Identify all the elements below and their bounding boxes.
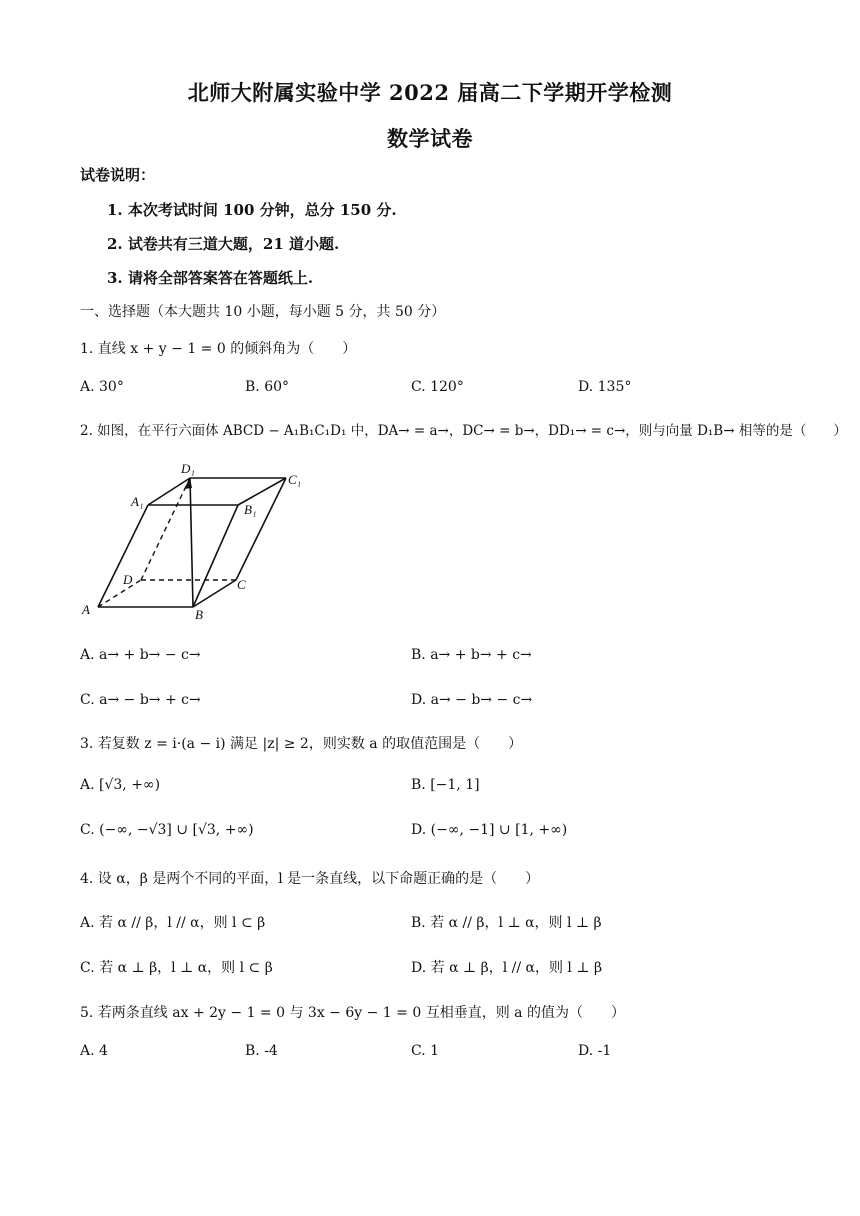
document-subtitle: 数学试卷: [387, 126, 473, 151]
question-3-option-a: A. [√3, +∞): [80, 777, 161, 793]
question-4-option-d: D. 若 α ⊥ β，l // α，则 l ⊥ β: [411, 960, 603, 976]
question-2-option-d: D. a→ − b→ − c→: [411, 692, 533, 708]
question-5-text: 5. 若两条直线 ax + 2y − 1 = 0 与 3x − 6y − 1 = 0 互相垂直，则 a 的值为（ ）: [80, 1005, 625, 1021]
question-3-option-c: C. (−∞, −√3] ∪ [√3, +∞): [80, 822, 254, 838]
question-1-option-d: D. 135°: [578, 379, 632, 395]
question-1-text: 1. 直线 x + y − 1 = 0 的倾斜角为（ ）: [80, 341, 357, 357]
label-c: C: [237, 577, 246, 592]
document-title: 北师大附属实验中学 2022 届高二下学期开学检测: [187, 80, 673, 105]
label-a1: A₁: [131, 494, 144, 509]
question-3-option-b: B. [−1, 1]: [411, 777, 480, 793]
question-4-option-c: C. 若 α ⊥ β，l ⊥ α，则 l ⊂ β: [80, 960, 273, 976]
question-5-option-a: A. 4: [80, 1043, 108, 1059]
label-d: D: [123, 572, 133, 587]
section-heading: 一、选择题（本大题共 10 小题，每小题 5 分，共 50 分）: [80, 304, 446, 320]
question-2-option-c: C. a→ − b→ + c→: [80, 692, 201, 708]
question-1-option-a: A. 30°: [80, 379, 124, 395]
question-1-option-b: B. 60°: [245, 379, 290, 395]
edge-bb1: [193, 505, 238, 607]
question-4-option-a: A. 若 α // β，l // α，则 l ⊂ β: [80, 915, 266, 931]
edge-d1b: [190, 478, 193, 607]
question-5-option-c: C. 1: [411, 1043, 440, 1059]
question-4-text: 4. 设 α，β 是两个不同的平面，l 是一条直线，以下命题正确的是（ ）: [80, 871, 540, 887]
notes-item-3: 3. 请将全部答案答在答题纸上.: [107, 269, 314, 287]
question-2-option-a: A. a→ + b→ − c→: [80, 647, 201, 663]
label-b: B: [195, 607, 203, 622]
question-2-option-b: B. a→ + b→ + c→: [411, 647, 532, 663]
edge-a1d1: [148, 478, 190, 505]
question-3-text: 3. 若复数 z = i·(a − i) 满足 |z| ≥ 2，则实数 a 的取值范围是（ ）: [80, 736, 523, 752]
parallelepiped-figure: [70, 455, 320, 630]
label-a: A: [82, 602, 90, 617]
edge-cc1: [236, 478, 286, 580]
label-c1: C₁: [288, 472, 302, 487]
question-5-option-b: B. -4: [245, 1043, 278, 1059]
notes-item-2: 2. 试卷共有三道大题，21 道小题.: [107, 235, 340, 253]
question-3-option-d: D. (−∞, −1] ∪ [1, +∞): [411, 822, 568, 838]
label-b1: B₁: [244, 502, 257, 517]
notes-item-1: 1. 本次考试时间 100 分钟，总分 150 分.: [107, 201, 397, 219]
question-2-text: 2. 如图，在平行六面体 ABCD − A₁B₁C₁D₁ 中，DA→ = a→，DC→ = b→，DD₁→ = c→，则与向量 D₁B→ 相等的是（ ）: [80, 423, 847, 439]
question-4-option-b: B. 若 α // β，l ⊥ α，则 l ⊥ β: [411, 915, 602, 931]
question-1-option-c: C. 120°: [411, 379, 464, 395]
label-d1: D₁: [181, 461, 195, 476]
question-5-option-d: D. -1: [578, 1043, 612, 1059]
notes-heading: 试卷说明：: [80, 166, 156, 184]
